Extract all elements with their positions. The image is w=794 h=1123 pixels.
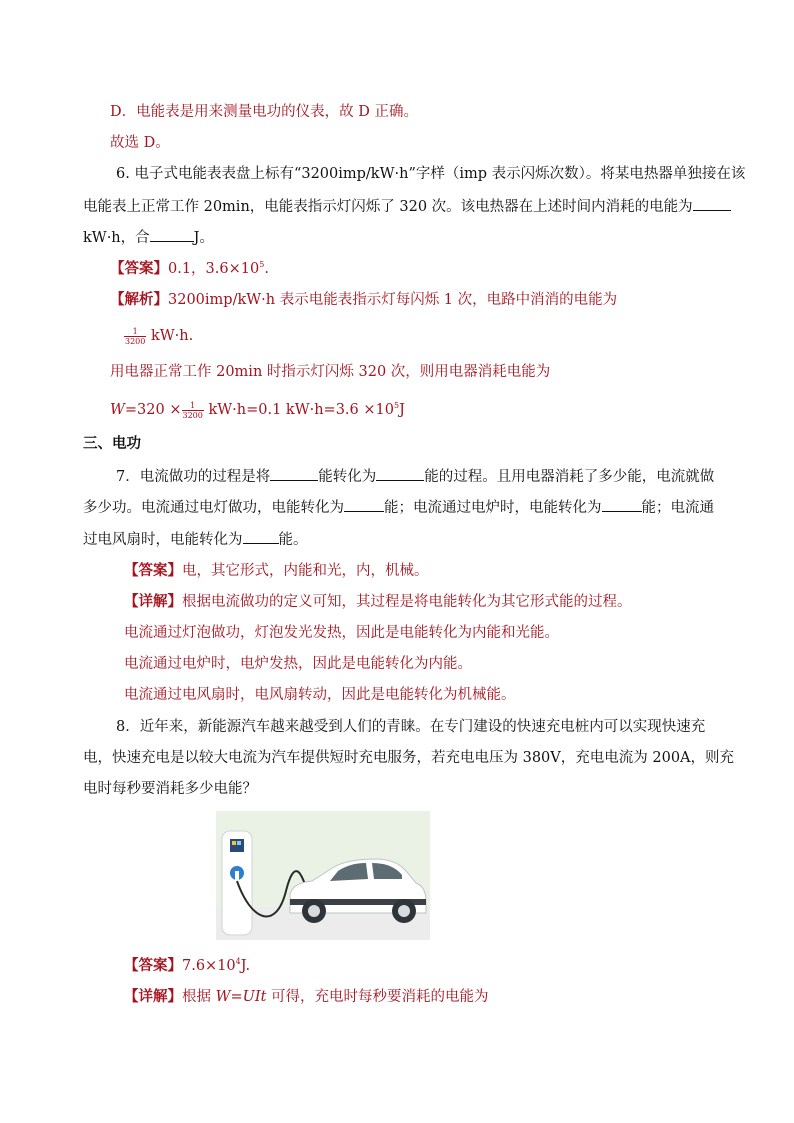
q6-explanation <box>110 290 617 310</box>
fraction-1-3200 <box>124 327 146 346</box>
q6-fraction-line <box>124 323 193 349</box>
detail-tag: 【详解】 <box>124 593 182 610</box>
calc-part-a: =320 × <box>124 402 182 418</box>
q8-detail-a: 根据 <box>182 989 216 1005</box>
front-hub <box>308 905 320 917</box>
q8-line-1: 8．近年来，新能源汽车越来越受到人们的青睐。在专门建设的快速充电桩内可以实现快速充 <box>116 719 706 735</box>
plug-icon <box>235 871 239 881</box>
q7-line-3-a: 过电风扇时，电能转化为 <box>83 532 243 548</box>
calc-fraction-numerator: 1 <box>182 401 204 411</box>
q8-answer-body: 7.6×10 <box>182 958 236 974</box>
calc-exp: 5 <box>393 401 400 410</box>
q7-line-1-b: 能转化为 <box>318 469 377 485</box>
q6-answer-exp: 5 <box>259 260 265 269</box>
q7-line-3-b: 能。 <box>278 532 308 548</box>
fraction-unit: kW·h. <box>146 328 194 344</box>
calc-fraction <box>182 401 204 420</box>
explanation-tag: 【解析】 <box>110 291 168 308</box>
q8-detail <box>124 987 489 1007</box>
q6-explanation-body: 3200imp/kW·h 表示电能表指示灯每闪烁 1 次，电路中消消的电能为 <box>168 292 618 308</box>
q8-answer <box>124 956 250 976</box>
q6-blank-kwh[interactable] <box>693 196 731 211</box>
section-heading: 三、电功 <box>83 436 141 452</box>
q8-answer-tail: J. <box>240 958 251 974</box>
q6-answer <box>110 259 269 279</box>
q6-calculation <box>110 397 405 423</box>
screen-dot-2 <box>237 841 241 845</box>
calc-fraction-denominator: 3200 <box>182 410 203 420</box>
option-d-line: D．电能表是用来测量电功的仪表，故 D 正确。 <box>110 104 418 120</box>
q7-line-3 <box>83 529 308 550</box>
q6-line-3-text-a: kW·h，合 <box>83 230 150 246</box>
q8-line-3: 电时每秒要消耗多少电能？ <box>83 781 257 797</box>
choose-d-line: 故选 D。 <box>110 135 170 151</box>
detail-tag: 【详解】 <box>124 988 182 1005</box>
q7-line-2-c: 能；电流通 <box>641 500 714 516</box>
calc-w: W <box>110 402 125 418</box>
charger-screen <box>230 839 244 852</box>
q7-line-2-a: 多少功。电流通过电灯做功，电能转化为 <box>83 500 344 516</box>
q7-blank-5[interactable] <box>243 529 279 544</box>
q7-blank-1[interactable] <box>270 466 318 481</box>
q6-line-2 <box>83 196 731 217</box>
answer-tag: 【答案】 <box>124 957 182 974</box>
q7-detail-4: 电流通过电风扇时，电风扇转动，因此是电能转化为机械能。 <box>124 687 516 703</box>
q7-answer-body: 电，其它形式，内能和光，内，机械。 <box>182 563 429 579</box>
q7-blank-4[interactable] <box>602 497 642 512</box>
answer-tag: 【答案】 <box>110 260 168 277</box>
q8-formula: W=UIt <box>215 989 267 1005</box>
q7-blank-3[interactable] <box>344 497 384 512</box>
q7-line-1 <box>116 466 714 487</box>
fraction-denominator: 3200 <box>125 336 146 346</box>
rear-hub <box>398 905 410 917</box>
ev-charging-svg <box>216 811 430 940</box>
fraction-numerator: 1 <box>124 327 146 337</box>
q7-line-2-b: 能；电流通过电炉时，电能转化为 <box>384 500 602 516</box>
q8-line-2: 电，快速充电是以较大电流为汽车提供短时充电服务，若充电电压为 380V，充电电流为 200A，则充 <box>83 750 735 766</box>
q6-line-3 <box>83 227 214 248</box>
calc-part-b: kW·h=0.1 kW·h=3.6 ×10 <box>203 402 394 418</box>
q7-line-1-a: 7．电流做功的过程是将 <box>116 469 271 485</box>
answer-tag: 【答案】 <box>124 562 182 579</box>
q6-line-2-text: 电能表上正常工作 20min，电能表指示灯闪烁了 320 次。该电热器在上述时间内消耗的电能为 <box>83 199 693 215</box>
q6-line-1: 6. 电子式电能表表盘上标有“3200imp/kW·h”字样（imp 表示闪烁次数）。将某电热器单独接在该 <box>116 166 746 182</box>
screen-dot-1 <box>232 841 236 845</box>
ev-charging-illustration <box>216 811 430 940</box>
q7-blank-2[interactable] <box>376 466 424 481</box>
q7-answer <box>124 561 429 581</box>
q7-line-1-c: 能的过程。且用电器消耗了多少能，电流就做 <box>424 469 715 485</box>
q8-detail-b: 可得，充电时每秒要消耗的电能为 <box>266 989 489 1005</box>
q8-answer-exp: 4 <box>235 957 241 966</box>
q7-detail-2: 电流通过灯泡做功，灯泡发光发热，因此是电能转化为内能和光能。 <box>124 625 559 641</box>
q6-answer-tail: . <box>264 261 269 277</box>
q7-detail <box>124 592 632 612</box>
q6-answer-body: 0.1，3.6×10 <box>168 261 260 277</box>
q7-detail-3: 电流通过电炉时，电炉发热，因此是电能转化为内能。 <box>124 656 472 672</box>
q6-line-3-text-b: J。 <box>193 230 214 246</box>
calc-part-c: J <box>399 402 405 418</box>
q7-line-2 <box>83 497 714 518</box>
q7-detail-1: 根据电流做功的定义可知，其过程是将电能转化为其它形式能的过程。 <box>182 594 632 610</box>
q6-explanation-line-2: 用电器正常工作 20min 时指示灯闪烁 320 次，则用电器消耗电能为 <box>110 364 551 380</box>
q6-blank-joule[interactable] <box>150 227 194 242</box>
